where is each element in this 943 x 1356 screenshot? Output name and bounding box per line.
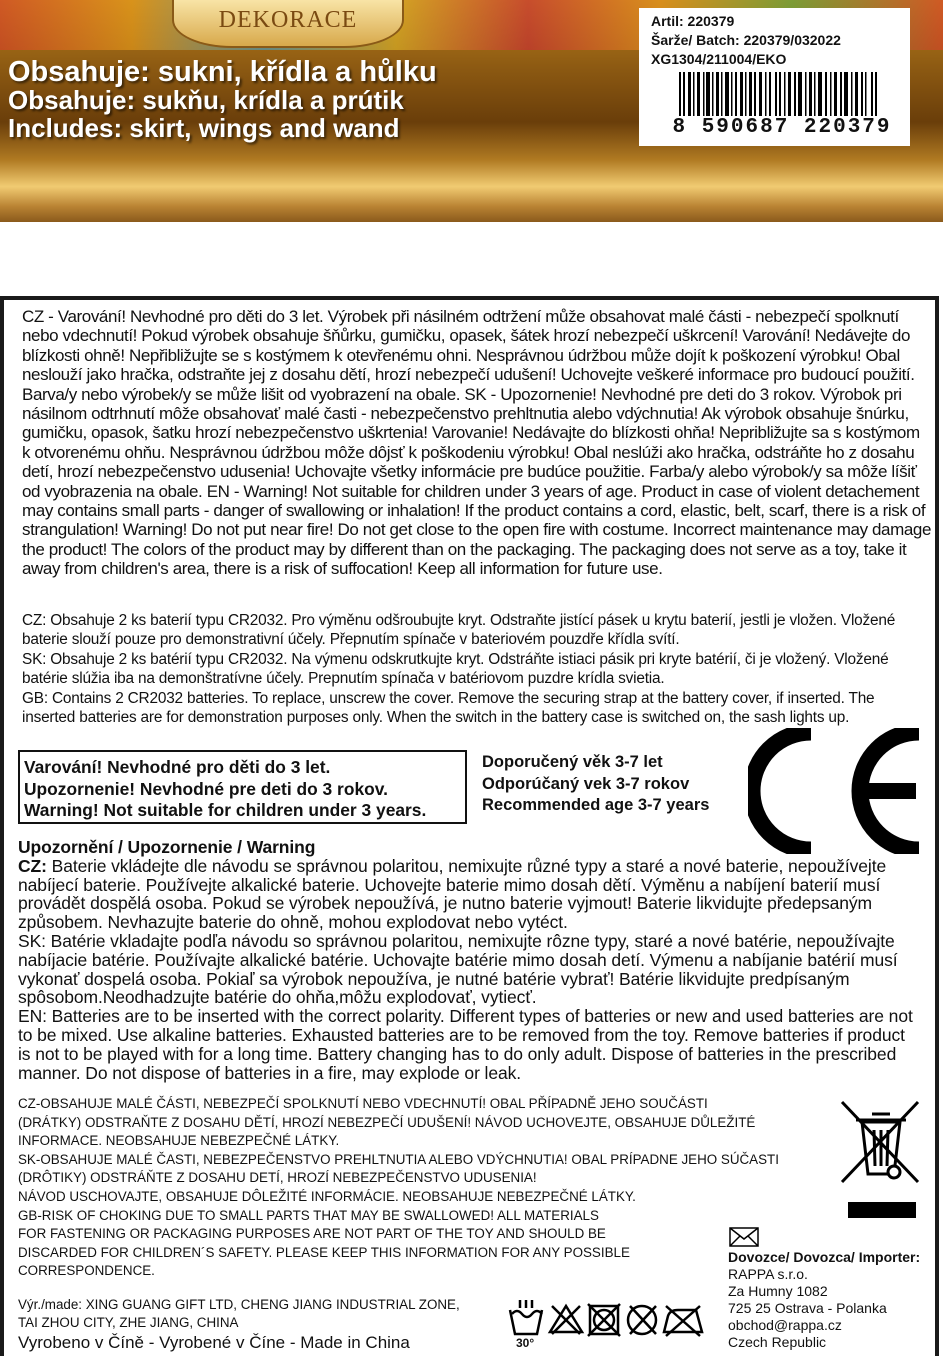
- product-label: [639, 8, 910, 146]
- small-print-line: DISCARDED FOR CHILDREN´S SAFETY. PLEASE KEEP THIS INFORMATION FOR ANY POSSIBLE: [18, 1244, 630, 1260]
- age-warning-box: [18, 750, 467, 824]
- small-print-line: (DRÁTKY) ODSTRAŇTE Z DOSAHU DĚTÍ, HROZÍ NEBEZPEČÍ UDUŠENÍ! NÁVOD UCHOVEJTE, OBSAHUJE DŮLEŽITÉ: [18, 1114, 756, 1130]
- battery-info-gb: GB: Contains 2 CR2032 batteries. To replace, unscrew the cover. Remove the securing strap at the battery cover, if inserted. The inserted batteries are for demonstration purposes only. When the switch in the battery case is switched on, the sash lights up.: [22, 689, 875, 727]
- dekorace-banner: [172, 0, 404, 48]
- no-bleach-icon: [550, 1306, 582, 1334]
- manufacturer-line-2: TAI ZHOU CITY, ZHE JIANG, CHINA: [18, 1315, 239, 1330]
- battery-warning: [18, 838, 918, 1082]
- battery-warning-sk: SK: Batérie vkladajte podľa návodu so správnou polaritou, nemixujte rôzne typy, staré a nové batérie, nepoužívajte nabíjacie batérie. Používajte alkalické batérie. Uchovajte batérie mimo dosah detí. Výmenu a nabíjanie batérií musí vykonať dospelá osoba. Pokiaľ sa výrobok nepoužíva, je nutné batérie vybrať! Batérie likvidujte predpísaným spôsobom.Neodhadzujte batérie do ohňa,môžu explodovať, vytiecť.: [18, 930, 898, 1008]
- small-print-line: CORRESPONDENCE.: [18, 1263, 155, 1279]
- age-warning-en: Warning! Not suitable for children under 3 years.: [24, 800, 427, 820]
- manufacturer-line-1: Výr./made: XING GUANG GIFT LTD, CHENG JIANG INDUSTRIAL ZONE,: [18, 1297, 460, 1312]
- battery-warning-heading: Upozornění / Upozornenie / Warning: [18, 837, 316, 857]
- cz-label: CZ:: [18, 855, 47, 876]
- small-print-line: (DRÔTIKY) ODSTRÁŇTE Z DOSAHU DETÍ, HROZÍ NEBEZPEČENSTVO UDUSENIA!: [18, 1170, 537, 1186]
- recommended-age-en: Recommended age 3-7 years: [482, 796, 710, 814]
- barcode-number: 8 590687 220379: [667, 116, 897, 139]
- product-code: XG1304/211004/EKO: [651, 51, 787, 67]
- batch-number: Šarže/ Batch: 220379/032022: [651, 32, 841, 48]
- recommended-age-cz: Doporučený věk 3-7 let: [482, 753, 663, 771]
- no-tumble-dry-icon: [588, 1304, 620, 1336]
- article-number: Artil: 220379: [651, 13, 735, 29]
- small-print: [18, 1095, 828, 1281]
- small-print-line: INFORMACE. NEOBSAHUJE NEBEZPEČNÉ LÁTKY.: [18, 1133, 340, 1149]
- general-warnings: CZ - Varování! Nevhodné pro děti do 3 let. Výrobek při násilném odtržení může obsahovat malé části - nebezpečí spolknutí nebo vdechnutí! Pokud výrobek obsahuje šňůrku, gumičku, opasek, šátek hrozí nebezpečí uškrcení! Varování! Nedávejte do blízkosti ohně! Nepřibližujte se s kostýmem k otevřenému ohni. Nesprávnou údržbou může dojít k poškození výrobku! Obal neslouží jako hračka, odstraňte jej z dosahu dětí, hrozí nebezpečí udušení! Uchovejte veškeré informace pro budoucí použití. Barva/y nebo výrobek/y se může lišit od vyobrazení na obale. SK - Upozornenie! Nevhodné pre deti do 3 rokov. Výrobok pri násilnom odtrhnutí môže obsahovať malé časti - nebezpečenstvo prehltnutia alebo vdýchnutia! Ak výrobok obsahuje šnúrku, gumičku, opasok, šatku hrozí nebezpečenstvo uškrtenia! Varovanie! Nedávajte do blízkosti ohňa! Nepribližujte sa s kostýmom k otvorenému ohňu. Nesprávnou údržbou môže dôjsť k poškodeniu výrobku! Obal neslúži ako hračka, odstráňte ho z dosahu detí, hrozí nebezpečenstvo udusenia! Uchovajte všetky informácie pre budúce použitie. Farba/y alebo výrobok/y sa môže líšiť od vyobrazenia na obale. EN - Warning! Not suitable for children under 3 years of age. Product in case of violent detachement may contains small parts - danger of swallowing or inhalation! If the product contains a cord, elastic, belt, scarf, there is a risk of strangulation! Warning! Do not put near fire! Do not get close to the open fire with costume. Incorrect maintenance may damage the product! The colors of the product may by different than on the packaging. The packaging does not serve as a toy, take it away from children's area, there is a risk of suffocation! Keep all information for future use.: [22, 307, 932, 579]
- small-print-line: GB-RISK OF CHOKING DUE TO SMALL PARTS THAT MAY BE SWALLOWED! ALL MATERIALS: [18, 1207, 599, 1223]
- barcode-icon: [679, 72, 877, 122]
- small-print-line: NÁVOD USCHOVAJTE, OBSAHUJE DÔLEŽITÉ INFORMÁCIE. NEOBSAHUJE NEBEZPEČNÉ LÁTKY.: [18, 1188, 636, 1204]
- importer-heading: Dovozce/ Dovozca/ Importer:: [728, 1249, 921, 1265]
- header-band: [0, 0, 943, 222]
- crossed-bin-icon: [838, 1096, 922, 1220]
- manufacturer-info: [18, 1296, 498, 1332]
- title-cz: Obsahuje: sukni, křídla a hůlku: [8, 56, 437, 88]
- importer-line: Za Humny 1082: [728, 1283, 828, 1299]
- no-dry-clean-icon: [628, 1306, 656, 1334]
- recommended-age-sk: Odporúčaný vek 3-7 rokov: [482, 774, 690, 793]
- importer-line: RAPPA s.r.o.: [728, 1266, 808, 1282]
- wash-temperature: 30°: [516, 1336, 535, 1350]
- care-symbols: [506, 1300, 706, 1356]
- made-in-china: Vyrobeno v Číně - Vyrobené v Číne - Made in China: [18, 1333, 410, 1352]
- age-warning-cz: Varování! Nevhodné pro děti do 3 let.: [24, 757, 331, 777]
- battery-warning-cz-text: Baterie vkládejte dle návodu se správnou polaritou, nemixujte různé typy a staré a nové baterie, nepoužívejte nabíjecí baterie. Používejte alkalické baterie. Uchovejte baterie mimo dosah dětí. Výměnu a nabíjení baterií musí provádět dospělá osoba. Pokud se výrobek nepoužívá, je nutno baterie vyjmout! Baterie likvidujte předepsaným způsobem. Nevhazujte baterie do ohně, mohou explodovat nebo vytéct.: [18, 855, 887, 933]
- battery-info-sk: SK: Obsahuje 2 ks batérií typu CR2032. Na výmenu odskrutkujte kryt. Odstráňte istiaci pásik pri kryte batérií, či je vložený. Vložené batérie slúžia iba na demonštratívne účely. Prepnutím spínača v batériovom puzdre krídla svietia.: [22, 650, 889, 688]
- importer-line: Czech Republic: [728, 1334, 827, 1350]
- banner-text: DEKORACE: [218, 7, 358, 33]
- importer-info: [728, 1228, 938, 1351]
- battery-info-cz: CZ: Obsahuje 2 ks baterií typu CR2032. Pro výměnu odšroubujte kryt. Odstraňte jistící pásek u krytu baterií, jestli je vložen. Vložené baterie slouží pouze pro demonstrativní účely. Přepnutím spínače v bateriovém pouzdře křídla svítí.: [22, 612, 896, 649]
- small-print-line: CZ-OBSAHUJE MALÉ ČÁSTI, NEBEZPEČÍ SPOLKNUTÍ NEBO VDECHNUTÍ! OBAL PŘÍPADNĚ JEHO SOUČÁSTI: [18, 1096, 708, 1111]
- age-warning-sk: Upozornenie! Nevhodné pre deti do 3 rokov.: [24, 778, 388, 799]
- small-print-line: SK-OBSAHUJE MALÉ ČASTI, NEBEZPEČENSTVO PREHLTNUTIA ALEBO VDÝCHNUTIA! OBAL PRÍPADNE JEHO SÚČASTI: [18, 1151, 779, 1167]
- recommended-age: [482, 752, 742, 817]
- wash-30-icon: [510, 1300, 542, 1334]
- title-sk: Obsahuje: sukňu, krídla a prútik: [8, 85, 404, 115]
- importer-email: obchod@rappa.cz: [728, 1317, 842, 1333]
- battery-warning-cz: [18, 857, 918, 932]
- title-en: Includes: skirt, wings and wand: [8, 113, 400, 143]
- no-iron-icon: [664, 1306, 702, 1336]
- product-titles: [8, 58, 437, 142]
- battery-info: [22, 611, 927, 727]
- battery-warning-en: EN: Batteries are to be inserted with the correct polarity. Different types of batteries or new and used batteries are not to be mixed. Use alkaline batteries. Exhausted batteries are to be removed from the toy. Remove batteries if product is not to be played with for a long time. Battery changing has to do only adult. Dispose of batteries in the prescribed manner. Do not dispose of batteries in a fire, may explode or leak.: [18, 1006, 913, 1083]
- importer-line: 725 25 Ostrava - Polanka: [728, 1300, 887, 1316]
- small-print-line: FOR FASTENING OR PACKAGING PURPOSES ARE NOT PART OF THE TOY AND SHOULD BE: [18, 1226, 606, 1242]
- ce-mark-icon: [748, 728, 928, 854]
